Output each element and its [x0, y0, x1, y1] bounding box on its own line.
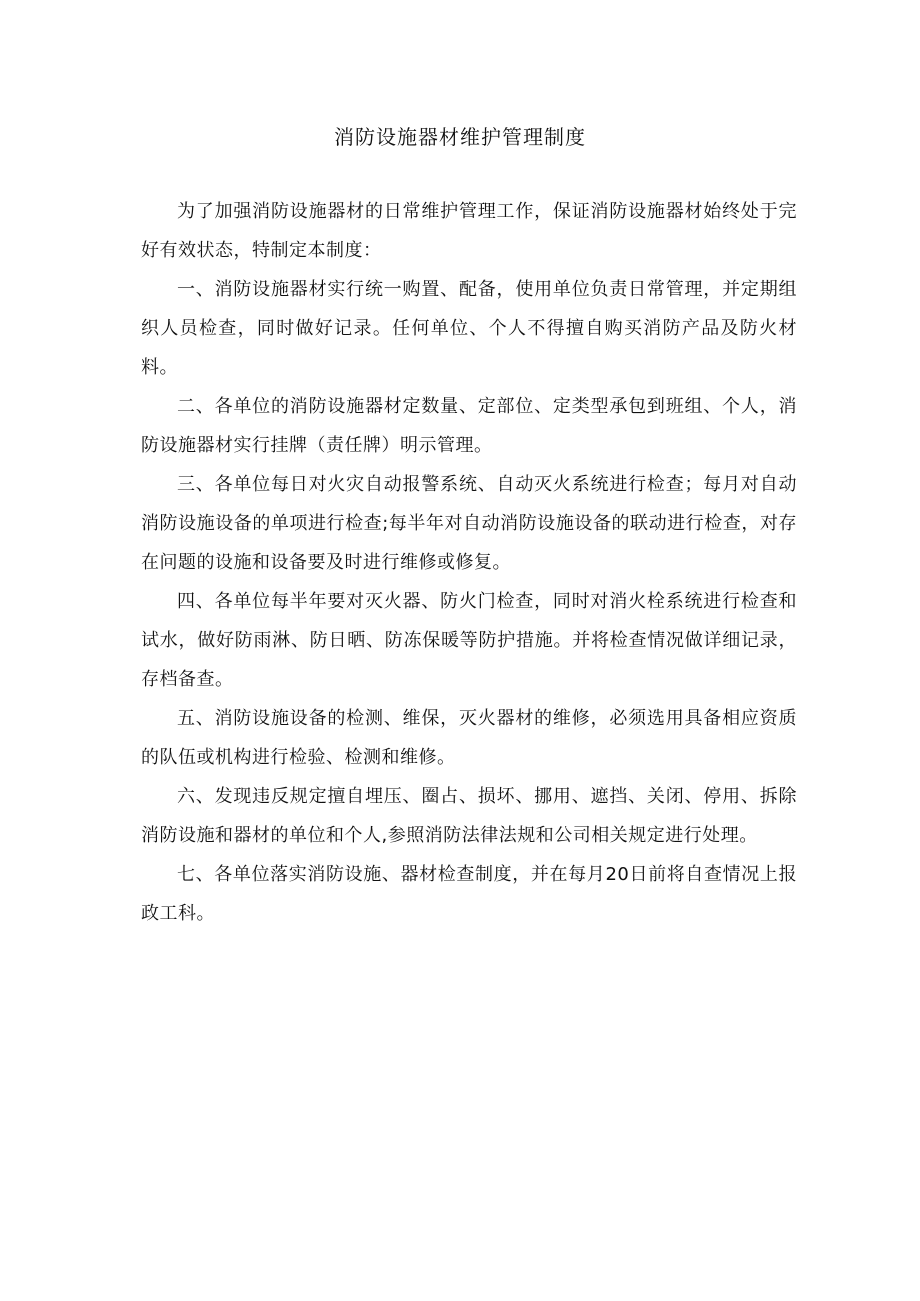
- rule-paragraph-7: 七、各单位落实消防设施、器材检查制度，并在每月20日前将自查情况上报政工科。: [141, 864, 797, 924]
- rule-paragraph-2: 二、各单位的消防设施器材定数量、定部位、定类型承包到班组、个人，消防设施器材实行挂牌（责任牌）明示管理。: [141, 396, 797, 456]
- rule-paragraph-4: 四、各单位每半年要对灭火器、防火门检查，同时对消火栓系统进行检查和试水，做好防雨淋、防日晒、防冻保暖等防护措施。并将检查情况做详细记录，存档备查。: [141, 591, 797, 690]
- rule-paragraph-6: 六、发现违反规定擅自埋压、圈占、损坏、挪用、遮挡、关闭、停用、拆除消防设施和器材的单位和个人,参照消防法律法规和公司相关规定进行处理。: [141, 786, 797, 846]
- rule-paragraph-5: 五、消防设施设备的检测、维保，灭火器材的维修，必须选用具备相应资质的队伍或机构进行检验、检测和维修。: [141, 708, 797, 768]
- document-title: 消防设施器材维护管理制度: [334, 125, 586, 149]
- document-body: [141, 192, 797, 933]
- intro-paragraph: 为了加强消防设施器材的日常维护管理工作，保证消防设施器材始终处于完好有效状态，特制定本制度：: [141, 201, 797, 261]
- rule-paragraph-3: 三、各单位每日对火灾自动报警系统、自动灭火系统进行检查；每月对自动消防设施设备的单项进行检查;每半年对自动消防设施设备的联动进行检查，对存在问题的设施和设备要及时进行维修或修复。: [141, 474, 797, 573]
- rule-paragraph-1: 一、消防设施器材实行统一购置、配备，使用单位负责日常管理，并定期组织人员检查，同时做好记录。任何单位、个人不得擅自购买消防产品及防火材料。: [141, 279, 797, 378]
